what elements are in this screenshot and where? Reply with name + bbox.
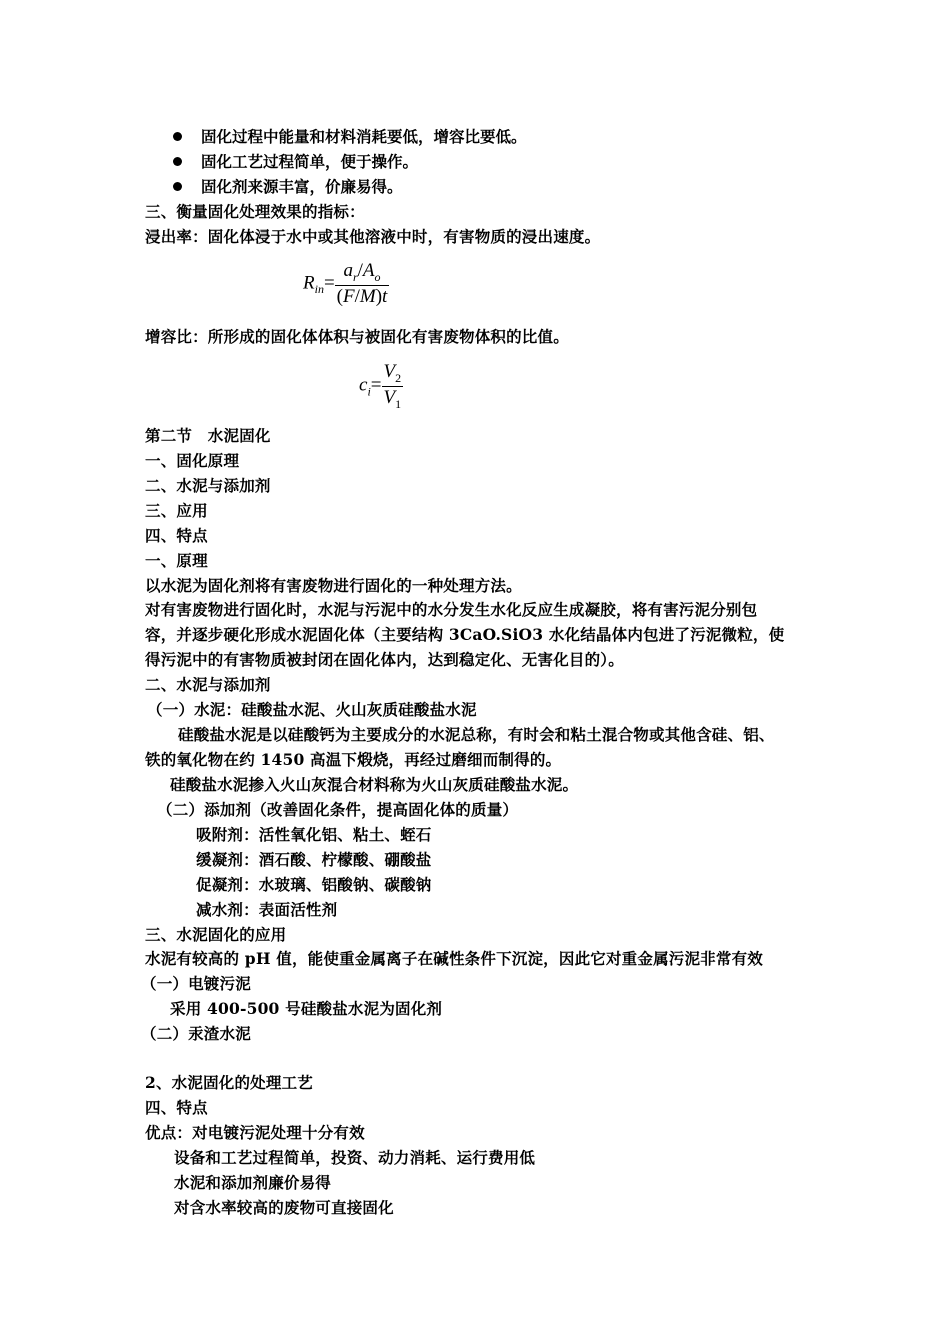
volume-ratio-definition: 增容比：所形成的固化体体积与被固化有害废物体积的比值。	[145, 327, 569, 346]
principle-paragraph: 得污泥中的有害物质被封闭在固化体内，达到稳定化、无害化目的）。	[145, 650, 624, 669]
feature-heading: 四、特点	[145, 1098, 208, 1117]
cement-paragraph: 硅酸盐水泥是以硅酸钙为主要成分的水泥总称，有时会和粘土混合物或其他含硅、铝、	[178, 725, 775, 744]
principle-paragraph: 以水泥为固化剂将有害废物进行固化的一种处理方法。	[145, 576, 522, 595]
additive-item: 促凝剂：水玻璃、铝酸钠、碳酸钠	[196, 875, 432, 894]
principle-paragraph: 容，并逐步硬化形成水泥固化体（主要结构 3CaO.SiO3 水化结晶体内包进了污泥微粒，使	[145, 625, 785, 644]
formula-numerator: $a_r/A_o$	[343, 260, 381, 284]
bullet-dot-icon	[173, 182, 182, 191]
formula-lhs: c	[359, 374, 368, 396]
bullet-item: 固化过程中能量和材料消耗要低，增容比要低。	[173, 127, 527, 147]
formula-fraction	[382, 361, 404, 412]
bullet-item: 固化工艺过程简单，便于操作。	[173, 152, 418, 172]
formula-fraction	[335, 260, 390, 308]
advantage-item: 对含水率较高的废物可直接固化	[174, 1198, 394, 1217]
application-paragraph: 水泥有较高的 pH 值，能使重金属离子在碱性条件下沉淀，因此它对重金属污泥非常有效	[145, 949, 763, 968]
volume-ratio-formula: $c_i=$ $\frac{V_2}{V_1}$	[359, 361, 402, 411]
cement-subheading: （一）水泥：硅酸盐水泥、火山灰质硅酸盐水泥	[147, 700, 477, 719]
bullet-item: 固化剂来源丰富，价廉易得。	[173, 177, 403, 197]
cement-heading: 二、水泥与添加剂	[145, 675, 271, 694]
bullet-dot-icon	[173, 157, 182, 166]
advantage-line: 优点：对电镀污泥处理十分有效	[145, 1123, 365, 1142]
cement-paragraph: 硅酸盐水泥掺入火山灰混合材料称为火山灰质硅酸盐水泥。	[170, 775, 579, 794]
cement-paragraph: 铁的氧化物在约 1450 高温下煅烧，再经过磨细而制得的。	[145, 750, 562, 769]
formula-denominator: $V_1$	[383, 386, 402, 411]
advantage-item: 水泥和添加剂廉价易得	[174, 1173, 332, 1192]
additive-item: 缓凝剂：酒石酸、柠檬酸、硼酸盐	[196, 850, 432, 869]
principle-paragraph: 对有害废物进行固化时，水泥与污泥中的水分发生水化反应生成凝胶，将有害污泥分别包	[145, 600, 758, 619]
section-title: 第二节 水泥固化	[145, 426, 271, 445]
toc-item: 三、应用	[145, 501, 208, 520]
formula-denominator: (F/M)t	[336, 285, 388, 307]
process-heading: 2、水泥固化的处理工艺	[145, 1073, 313, 1092]
additive-item: 吸附剂：活性氧化铝、粘土、蛭石	[196, 825, 432, 844]
principle-heading: 一、原理	[145, 551, 208, 570]
application-subheading: （二）汞渣水泥	[141, 1024, 251, 1043]
toc-item: 四、特点	[145, 526, 208, 545]
application-heading: 三、水泥固化的应用	[145, 925, 287, 944]
advantage-item: 设备和工艺过程简单，投资、动力消耗、运行费用低	[174, 1148, 536, 1167]
application-paragraph: 采用 400-500 号硅酸盐水泥为固化剂	[170, 999, 443, 1018]
additive-item: 减水剂：表面活性剂	[196, 900, 338, 919]
formula-numerator: $V_2$	[383, 361, 402, 385]
application-subheading: （一）电镀污泥	[141, 974, 251, 993]
leach-rate-formula: $R_{in}=$ $\frac{a_r/A_o}{(F/M)t}$	[303, 260, 388, 307]
toc-item: 一、固化原理	[145, 451, 240, 470]
leach-rate-definition: 浸出率：固化体浸于水中或其他溶液中时，有害物质的浸出速度。	[145, 227, 601, 246]
additive-subheading: （二）添加剂（改善固化条件，提高固化体的质量）	[157, 800, 519, 819]
toc-item: 二、水泥与添加剂	[145, 476, 271, 495]
formula-lhs: R	[303, 272, 315, 294]
bullet-dot-icon	[173, 132, 182, 141]
section-heading: 三、衡量固化处理效果的指标：	[145, 202, 365, 221]
